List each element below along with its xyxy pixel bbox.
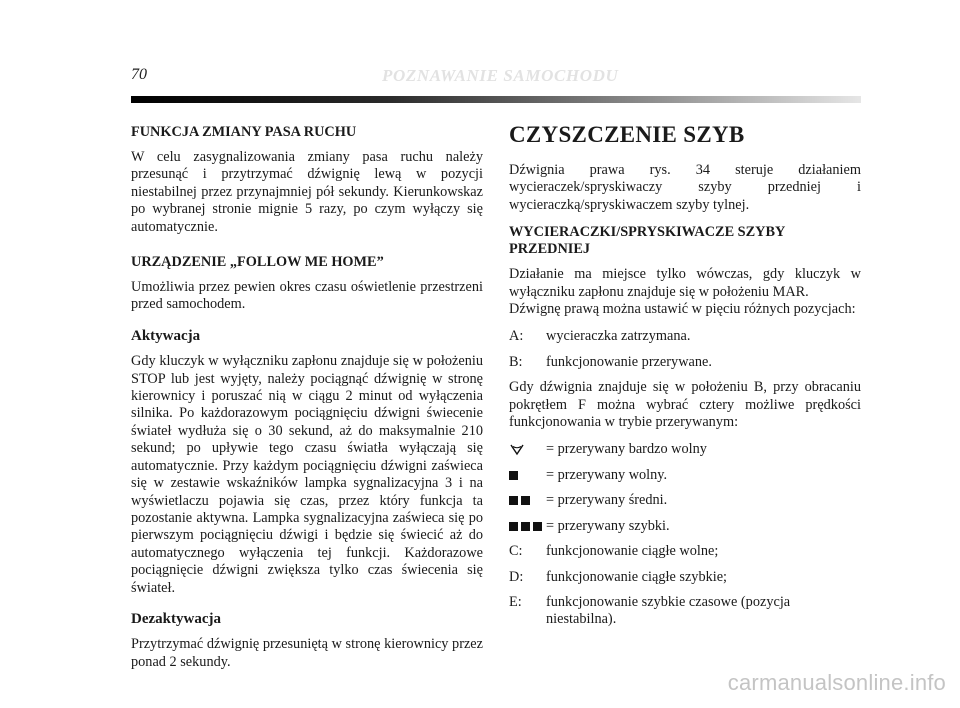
three-squares-icon bbox=[509, 518, 546, 535]
window-cleaning-intro: Dźwignia prawa rys. 34 steruje działaniem wycieraczek/spryskiwaczy szyby przedniej i wycieraczką/spryskiwaczem szyby tylnej. bbox=[509, 162, 861, 213]
position-d bbox=[509, 569, 861, 586]
speed-fast-text: = przerywany szybki. bbox=[546, 517, 670, 534]
speed-slow bbox=[509, 467, 861, 484]
position-d-text: funkcjonowanie ciągłe szybkie; bbox=[546, 568, 728, 585]
position-e-key: E: bbox=[509, 593, 522, 610]
position-b-key: B: bbox=[509, 353, 523, 370]
follow-me-home-heading: URZĄDZENIE „FOLLOW ME HOME” bbox=[131, 254, 384, 271]
speed-slow-text: = przerywany wolny. bbox=[546, 466, 668, 483]
watermark: carmanualsonline.info bbox=[727, 670, 946, 695]
front-wipers-condition: Działanie ma miejsce tylko wówczas, gdy kluczyk w wyłączniku zapłonu znajduje się w położeniu MAR. bbox=[509, 266, 861, 300]
lane-change-text: W celu zasygnalizowania zmiany pasa ruchu należy przesunąć i przytrzymać dźwignię lewą w pozycji niestabilnej przez przynajmniej pół sekundy. Kierunkowskaz po wybranej stronie mignie 5 razy, po czym wyłączy się automatycznie. bbox=[131, 149, 483, 235]
position-e bbox=[509, 594, 861, 629]
position-c bbox=[509, 543, 861, 560]
two-squares-icon bbox=[509, 492, 546, 509]
position-a-text: wycieraczka zatrzymana. bbox=[546, 328, 691, 345]
speed-fast bbox=[509, 518, 861, 535]
wiper-sweep-icon bbox=[509, 441, 546, 458]
activation-heading: Aktywacja bbox=[131, 327, 201, 344]
position-c-key: C: bbox=[509, 543, 523, 560]
speed-medium-text: = przerywany średni. bbox=[546, 492, 668, 509]
front-wipers-heading: WYCIERACZKI/SPRYSKIWACZE SZYBY PRZEDNIEJ bbox=[509, 224, 785, 258]
intermittent-speeds-text: Gdy dźwignia znajduje się w położeniu B, przy obracaniu pokrętłem F można wybrać cztery możliwe prędkości funkcjonowania w trybie przerywanym: bbox=[509, 379, 861, 431]
deactivation-heading: Dezaktywacja bbox=[131, 610, 221, 627]
left-column bbox=[131, 120, 483, 681]
section-title: POZNAWANIE SAMOCHODU bbox=[382, 66, 619, 85]
follow-me-home-text: Umożliwia przez pewien okres czasu oświetlenie przestrzeni przed samochodem. bbox=[131, 279, 483, 313]
position-d-key: D: bbox=[509, 568, 524, 585]
speed-very-slow bbox=[509, 441, 861, 458]
position-b bbox=[509, 354, 861, 371]
speed-very-slow-text: = przerywany bardzo wolny bbox=[546, 441, 707, 458]
front-wipers-positions-intro: Dźwignę prawą można ustawić w pięciu różnych pozycjach: bbox=[509, 301, 856, 318]
activation-text: Gdy kluczyk w wyłączniku zapłonu znajduje się w położeniu STOP lub jest wyjęty, należy pociągnąć dźwignię w stronę kierownicy i poruszać nią w ciągu 2 minut od wyłączenia silnika. Po każdorazowym pociągnięciu dźwigni świecenie świateł wydłuża się o 30 sekund, aż do maksymalnie 210 sekund; po upływie tego czasu światła wyłączają się automatycznie. Przy każdym pociągnięciu dźwigni zaświeca się w zestawie wskaźników lampka sygnalizacyjna 3 i na wyświetlaczu pojawia się czas, przez który funkcja ta pozostanie aktywna. Lampka sygnalizacyjna zaświeca się po pierwszym pociągnięciu dźwigi i będzie się świecić aż do automatycznego wyłączenia tej funkcji. Każdorazowe pociągnięcie dźwigni zwiększa tylko czas świecenia się świateł. bbox=[131, 353, 483, 596]
speed-medium bbox=[509, 492, 861, 509]
position-a bbox=[509, 328, 861, 345]
position-b-text: funkcjonowanie przerywane. bbox=[546, 353, 712, 370]
lane-change-heading: FUNKCJA ZMIANY PASA RUCHU bbox=[131, 124, 357, 140]
position-a-key: A: bbox=[509, 328, 524, 345]
page-number: 70 bbox=[131, 66, 147, 83]
right-column bbox=[509, 120, 861, 637]
position-e-text: funkcjonowanie szybkie czasowe (pozycja niestabilna). bbox=[546, 593, 791, 628]
one-square-icon bbox=[509, 467, 546, 484]
position-c-text: funkcjonowanie ciągłe wolne; bbox=[546, 543, 719, 560]
header-divider bbox=[131, 96, 861, 103]
deactivation-text: Przytrzymać dźwignię przesuniętą w stronę kierownicy przez ponad 2 sekundy. bbox=[131, 636, 483, 670]
window-cleaning-title: CZYSZCZENIE SZYB bbox=[509, 122, 745, 147]
